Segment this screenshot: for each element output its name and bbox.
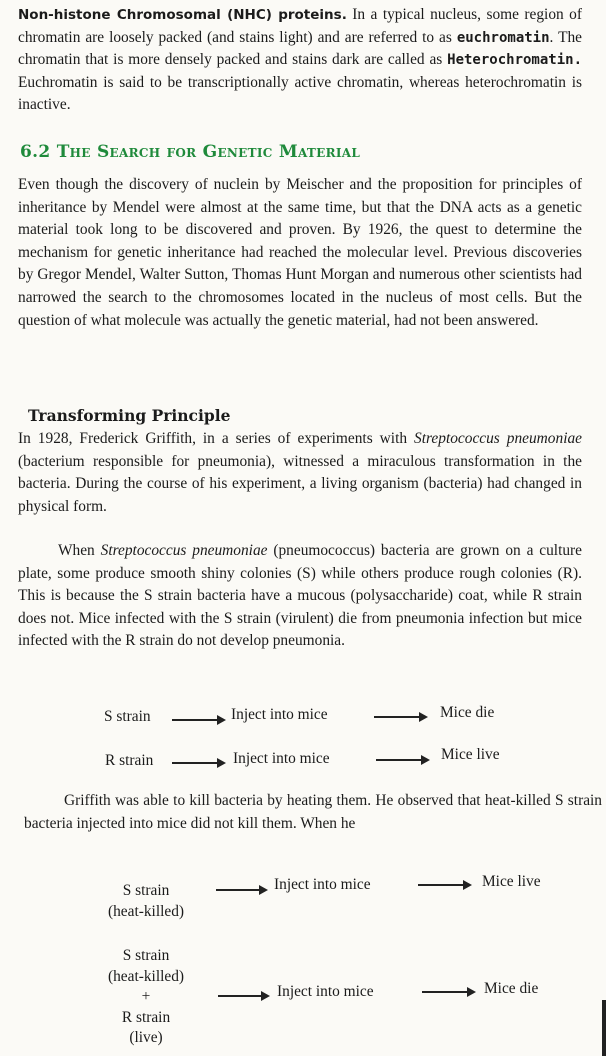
flow2-row2-end: Mice die xyxy=(484,980,539,997)
heat-killed-paragraph: Griffith was able to kill bacteria by heating them. He observed that heat-killed S strain bacteria injected into mice did not kill them. When he xyxy=(24,792,602,832)
arrow-right-icon xyxy=(418,884,470,886)
section-title: The Search for Genetic Material xyxy=(56,142,361,162)
nhc-proteins-term: Non-histone Chromosomal (NHC) proteins. xyxy=(18,7,347,23)
arrow-right-icon xyxy=(376,759,428,761)
intro-paragraph: Non-histone Chromosomal (NHC) proteins. In a typical nucleus, some region of chromatin are loosely packed (and stains light) and are referred to as euchromatin. The chromatin that is more densely packed and stains dark are called as Heterochromatin. Euchromatin is said to be transcriptionally active chromatin, whereas heterochromatin is inactive. xyxy=(18,6,582,114)
flow1-row2-end: Mice live xyxy=(441,746,500,763)
flow2-row2-start: S strain (heat-killed) + R strain (live) xyxy=(107,947,185,1046)
species-name: Streptococcus pneumoniae xyxy=(414,430,582,447)
species-name: Streptococcus pneumoniae xyxy=(100,542,268,559)
arrow-right-icon xyxy=(216,889,266,891)
page-edge-shadow xyxy=(602,1000,606,1056)
flow2-row1-middle: Inject into mice xyxy=(274,876,371,893)
heterochromatin-term: Heterochromatin. xyxy=(447,52,582,69)
flow1-row2-start: R strain xyxy=(105,752,154,769)
arrow-right-icon xyxy=(374,716,426,718)
arrow-right-icon xyxy=(172,762,224,764)
flow1-row1-middle: Inject into mice xyxy=(231,706,328,723)
griffith-paragraph: In 1928, Frederick Griffith, in a series of experiments with Streptococcus pneumoniae (bacterium responsible for pneumonia), witnessed a miraculous transformation in the bacteria. During the course of his experiment, a living organism (bacteria) had changed in physical form. xyxy=(18,430,582,515)
flow1-row2-middle: Inject into mice xyxy=(233,750,330,767)
flow2-row1-start: S strain (heat-killed) xyxy=(107,882,185,920)
arrow-right-icon xyxy=(172,719,224,721)
search-paragraph: Even though the discovery of nuclein by Meischer and the proposition for principles of inheritance by Mendel were almost at the same time, but that the DNA acts as a genetic material took long to be discovered and proven. By 1926, the quest to determine the mechanism for genetic inheritance had reached the molecular level. Previous discoveries by Gregor Mendel, Walter Sutton, Thomas Hunt Morgan and numerous other scientists had narrowed the search to the chromosomes located in the nucleus of most cells. But the question of what molecule was actually the genetic material, had not been answered. xyxy=(18,176,582,329)
flow1-row1-end: Mice die xyxy=(440,704,495,721)
flow1-row1-start: S strain xyxy=(104,708,151,725)
arrow-right-icon xyxy=(422,991,474,993)
section-heading xyxy=(20,142,360,162)
culture-paragraph: When Streptococcus pneumoniae (pneumococcus) bacteria are grown on a culture plate, some produce smooth shiny colonies (S) while others produce rough colonies (R). This is because the S strain bacteria have a mucous (polysaccharide) coat, while R strain does not. Mice infected with the S strain (virulent) die from pneumonia infection but mice infected with the R strain do not develop pneumonia. xyxy=(18,542,582,650)
section-number: 6.2 xyxy=(20,142,51,162)
subheading-transforming-principle: Transforming Principle xyxy=(28,406,231,425)
arrow-right-icon xyxy=(218,995,268,997)
flow2-row2-middle: Inject into mice xyxy=(277,983,374,1000)
euchromatin-term: euchromatin xyxy=(456,29,550,46)
flow2-row1-end: Mice live xyxy=(482,873,541,890)
